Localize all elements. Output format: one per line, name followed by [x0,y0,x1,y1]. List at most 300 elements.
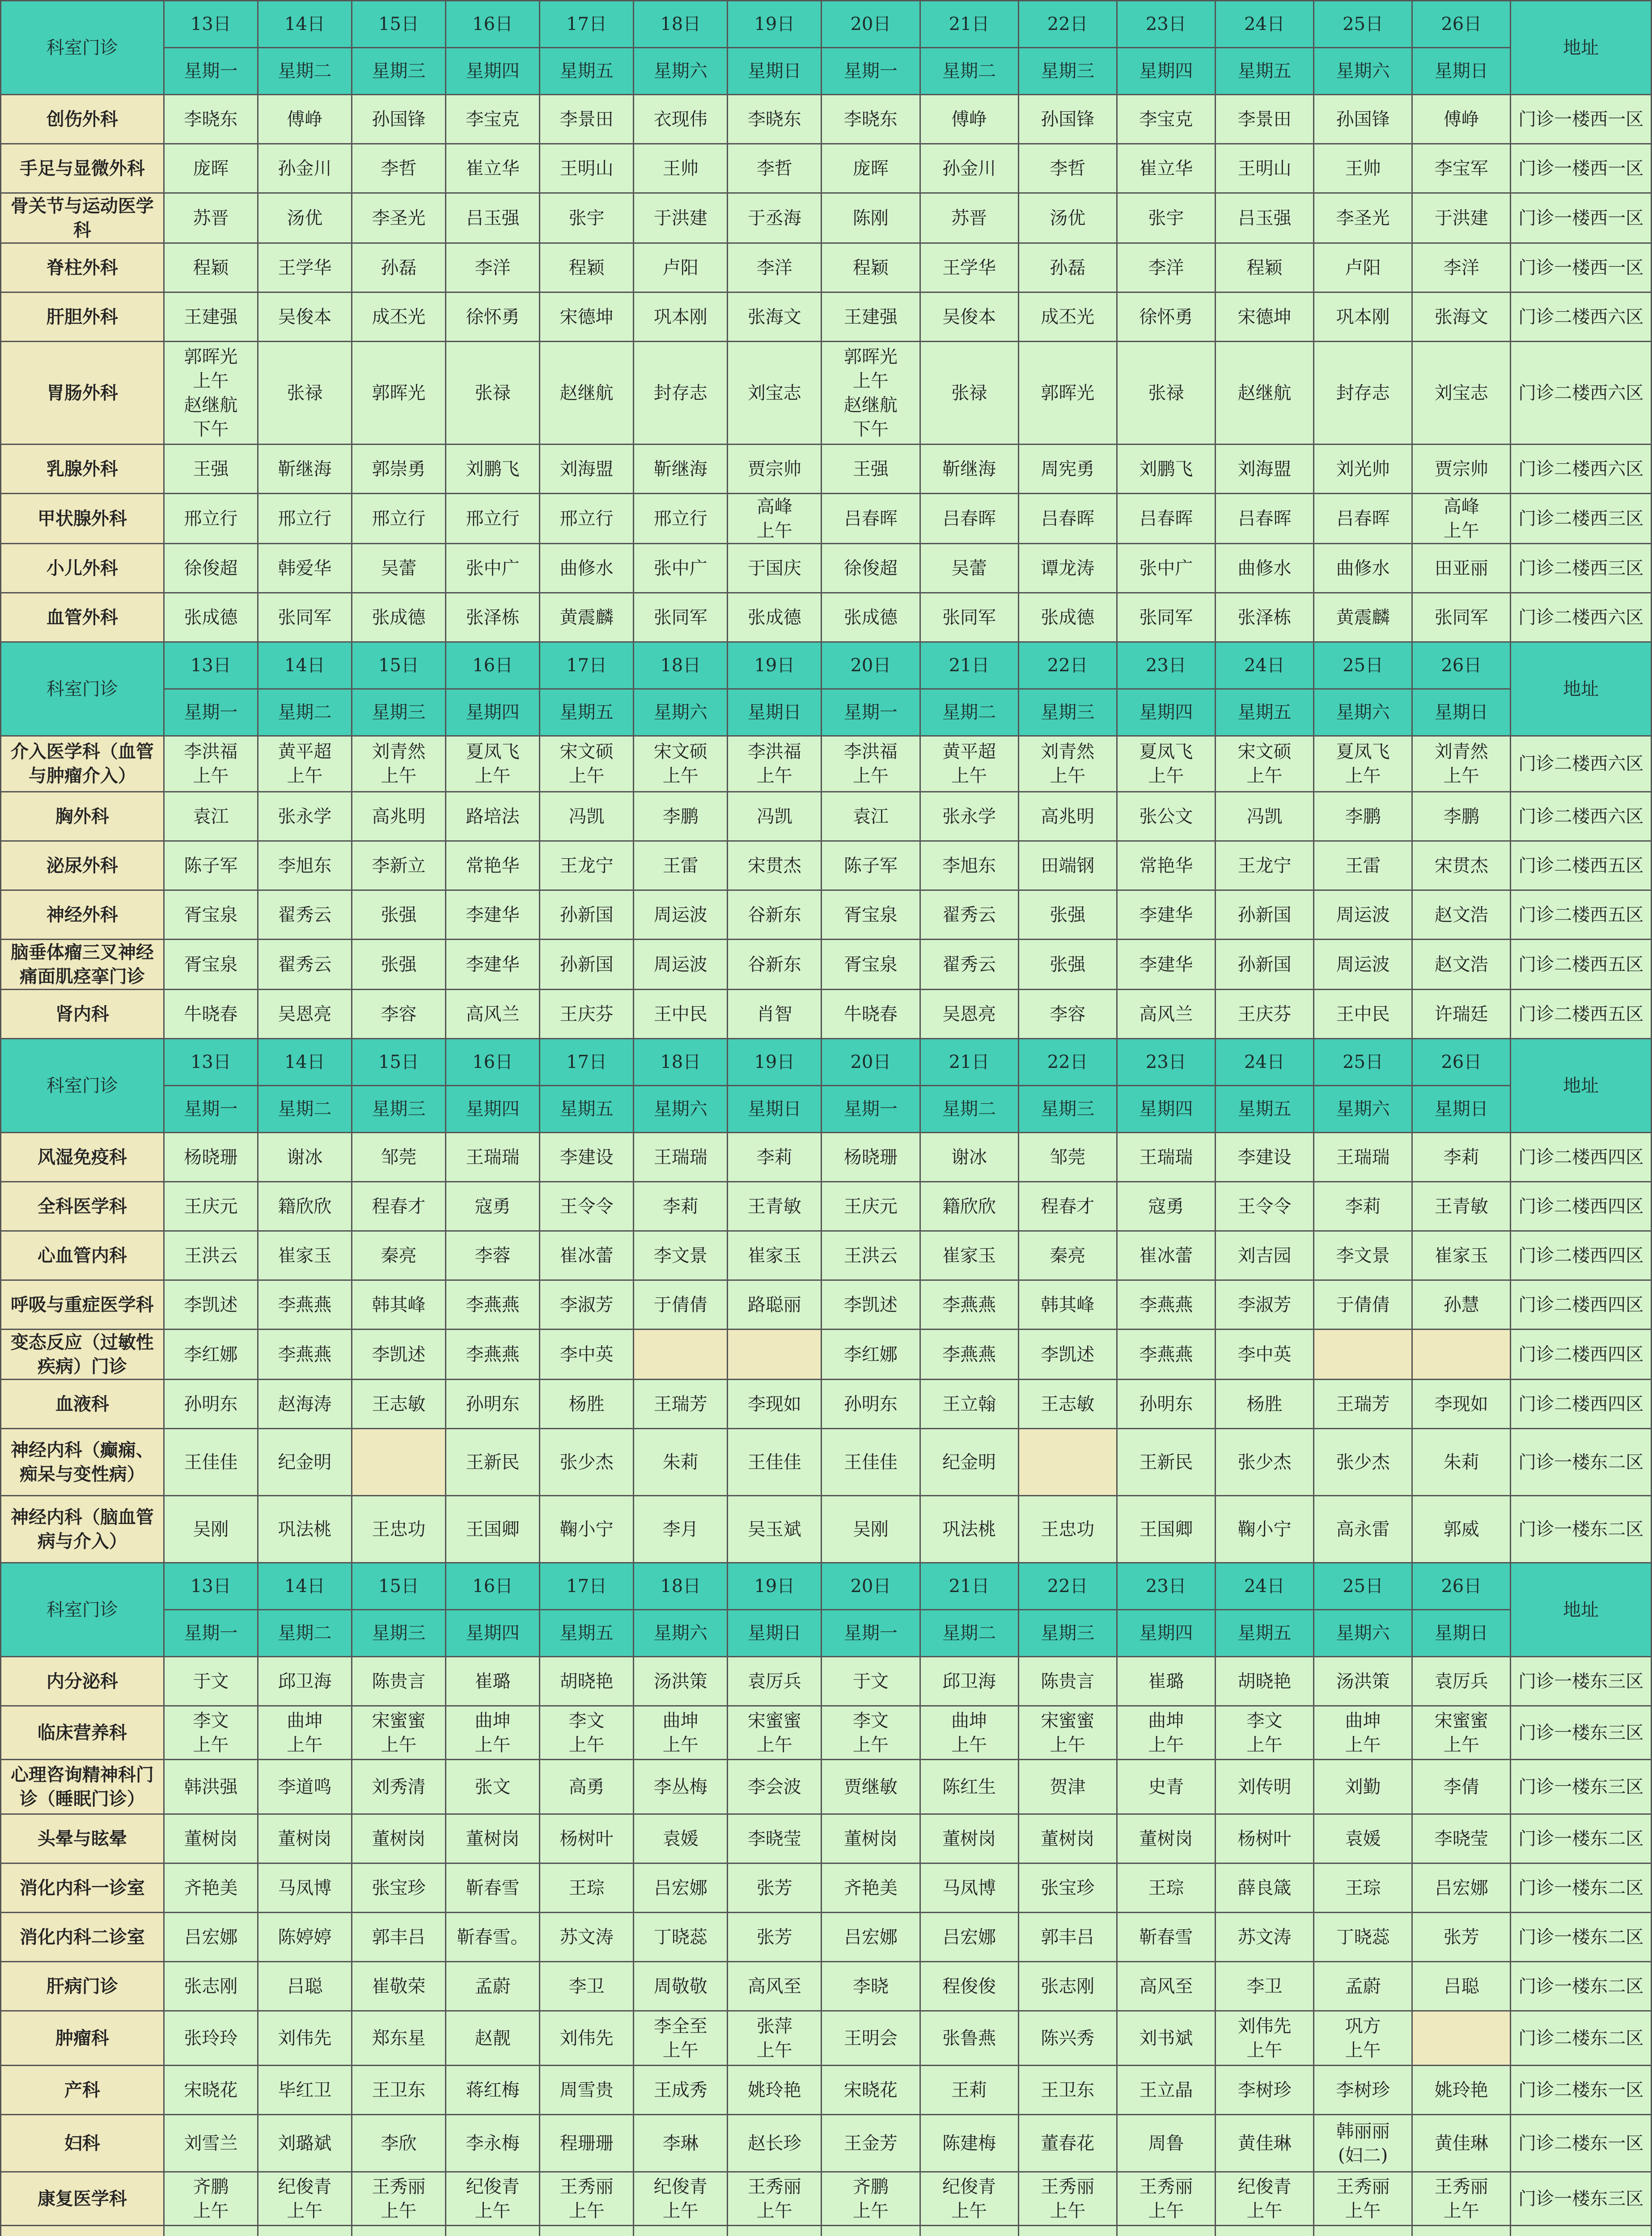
doctor-cell: 纪俊青 上午 [634,2172,728,2226]
doctor-cell: 李容 [1018,990,1117,1039]
doctor-cell: 吕玉强 [1215,193,1313,243]
doctor-cell: 刘秀清 [352,1760,445,1814]
doctor-cell: 王秀丽 上午 [1018,2172,1117,2226]
doctor-cell [920,2226,1018,2236]
doctor-cell: 郭丰吕 [352,1913,445,1962]
address-cell: 门诊二楼西五区 [1511,841,1652,890]
dept-header: 科室门诊 [1,1039,164,1133]
doctor-cell: 卢阳 [1314,243,1412,292]
doctor-cell: 曲坤 上午 [1314,1706,1412,1760]
address-cell: 门诊二楼西五区 [1511,890,1652,940]
doctor-cell: 苏文涛 [540,1913,634,1962]
doctor-cell: 赵文浩 [1412,890,1511,940]
date-header: 20日 [822,1039,920,1086]
doctor-cell: 赵继航 [1215,342,1313,445]
department-name: 脊柱外科 [1,243,164,292]
date-header: 16日 [446,1039,540,1086]
weekday-header: 星期四 [446,1610,540,1657]
doctor-cell: 纪俊青 上午 [920,2172,1018,2226]
address-header: 地址 [1511,1039,1652,1133]
department-name: 康复医学科 [1,2172,164,2226]
doctor-cell: 王秀丽 上午 [1117,2172,1215,2226]
doctor-cell: 张成德 [728,593,822,642]
doctor-cell: 王琮 [1314,1863,1412,1913]
date-header: 24日 [1215,1,1313,48]
doctor-cell: 高峰 上午 [728,494,822,544]
doctor-cell: 王成秀 [634,2066,728,2115]
doctor-cell: 张同军 [634,593,728,642]
doctor-cell: 王志敏 [352,1380,445,1429]
doctor-cell: 苏文涛 [1215,1913,1313,1962]
date-header: 15日 [352,1,445,48]
doctor-cell: 李景田 [540,95,634,144]
doctor-cell: 周敬敬 [634,1962,728,2011]
table-row [1,1913,1652,1962]
doctor-cell: 庞晖 [164,144,258,193]
doctor-cell: 李宝军 [1412,144,1511,193]
address-cell: 门诊二楼西六区 [1511,593,1652,642]
weekday-header: 星期日 [1412,1610,1511,1657]
doctor-cell: 崔家玉 [728,1231,822,1280]
doctor-cell: 刘青然 上午 [1018,736,1117,792]
date-header: 26日 [1412,1039,1511,1086]
doctor-cell: 宋德坤 [1215,292,1313,342]
doctor-cell: 傅峥 [920,95,1018,144]
doctor-cell: 李燕燕 [920,1280,1018,1330]
doctor-cell: 谢冰 [920,1133,1018,1182]
doctor-cell: 衣现伟 [634,95,728,144]
doctor-cell: 王学华 [258,243,352,292]
doctor-cell: 宋晓花 [164,2066,258,2115]
doctor-cell: 马凤博 [258,1863,352,1913]
doctor-cell: 朱莉 [1412,1429,1511,1496]
doctor-cell: 曲坤 上午 [446,1706,540,1760]
doctor-cell: 李燕燕 [1117,1330,1215,1380]
doctor-cell: 谢冰 [258,1133,352,1182]
doctor-cell: 宋晓花 [822,2066,920,2115]
department-name: 临床营养科 [1,1706,164,1760]
doctor-cell: 赵海涛 [258,1380,352,1429]
address-cell: 门诊二楼西四区 [1511,1330,1652,1380]
weekday-header: 星期一 [164,1086,258,1133]
weekday-header: 星期二 [258,689,352,736]
doctor-cell [352,1429,445,1496]
doctor-cell: 高风兰 [1117,990,1215,1039]
doctor-cell: 成丕光 [1018,292,1117,342]
department-name: 血管外科 [1,593,164,642]
doctor-cell: 郭威 [1412,1496,1511,1563]
doctor-cell: 李文 上午 [822,1706,920,1760]
doctor-cell: 高风至 [1117,1962,1215,2011]
doctor-cell: 吴刚 [164,1496,258,1563]
doctor-cell: 吕宏娜 [634,1863,728,1913]
doctor-cell: 纪俊青 上午 [446,2172,540,2226]
doctor-cell: 杨树叶 [1215,1814,1313,1863]
department-name: 血液科 [1,1380,164,1429]
date-header: 17日 [540,1039,634,1086]
doctor-cell: 韩丽丽 (妇二) [1314,2115,1412,2172]
doctor-cell: 袁厉兵 [1412,1657,1511,1706]
doctor-cell: 黄佳琳 [1215,2115,1313,2172]
doctor-cell: 李文景 [634,1231,728,1280]
doctor-cell: 田亚丽 [1412,544,1511,593]
doctor-cell: 张芳 [728,1913,822,1962]
doctor-cell: 李洋 [446,243,540,292]
doctor-cell: 吕聪 [258,1962,352,2011]
doctor-cell: 成丕光 [352,292,445,342]
doctor-cell: 郭晖光 [352,342,445,445]
doctor-cell: 王强 [164,445,258,494]
weekday-header: 星期四 [446,689,540,736]
doctor-cell: 刘青然 上午 [352,736,445,792]
address-cell: 门诊一楼东二区 [1511,1913,1652,1962]
doctor-cell: 董树岗 [258,1814,352,1863]
doctor-cell: 王秀丽 上午 [1314,2172,1412,2226]
table-row [1,2066,1652,2115]
doctor-cell: 王强 [822,445,920,494]
department-name: 胃肠外科 [1,342,164,445]
doctor-cell: 王琮 [1117,1863,1215,1913]
weekday-header: 星期三 [1018,689,1117,736]
doctor-cell: 崔立华 [446,144,540,193]
doctor-cell: 汤洪策 [634,1657,728,1706]
doctor-cell: 王龙宁 [1215,841,1313,890]
weekday-header: 星期四 [446,1086,540,1133]
table-row [1,342,1652,445]
doctor-cell: 张少杰 [540,1429,634,1496]
doctor-cell: 吕春晖 [1215,494,1313,544]
doctor-cell: 张公文 [1117,792,1215,841]
address-cell: 门诊二楼西六区 [1511,792,1652,841]
table-row [1,1182,1652,1231]
doctor-cell: 王庆芬 [1215,990,1313,1039]
doctor-cell: 毕红卫 [258,2066,352,2115]
doctor-cell: 宋德坤 [540,292,634,342]
date-header: 16日 [446,1563,540,1610]
doctor-cell: 宋蜜蜜 上午 [728,1706,822,1760]
doctor-cell: 董树岗 [920,1814,1018,1863]
doctor-cell: 刘宝志 [1412,342,1511,445]
address-cell: 门诊二楼西四区 [1511,1182,1652,1231]
date-header: 21日 [920,1563,1018,1610]
doctor-cell: 韩其峰 [352,1280,445,1330]
doctor-cell: 孙金川 [920,144,1018,193]
doctor-cell: 张中广 [1117,544,1215,593]
doctor-cell: 韩爱华 [258,544,352,593]
doctor-cell: 王帅 [634,144,728,193]
doctor-cell: 常艳华 [1117,841,1215,890]
doctor-cell: 李中英 [540,1330,634,1380]
doctor-cell: 李树珍 [1215,2066,1313,2115]
weekday-header: 星期三 [1018,1610,1117,1657]
doctor-cell: 肖智 [728,990,822,1039]
doctor-cell: 贺津 [1018,1760,1117,1814]
table-row [1,95,1652,144]
doctor-cell: 陈兴秀 [1018,2011,1117,2066]
doctor-cell: 刘璐斌 [258,2115,352,2172]
weekday-header: 星期六 [1314,689,1412,736]
address-header: 地址 [1511,1563,1652,1657]
doctor-cell: 吕聪 [1412,1962,1511,2011]
address-cell: 门诊一楼东二区 [1511,1962,1652,2011]
doctor-cell: 郭晖光 上午 赵继航 下午 [164,342,258,445]
doctor-cell: 王雷 [634,841,728,890]
doctor-cell: 宋贯杰 [1412,841,1511,890]
doctor-cell: 丁晓蕊 [634,1913,728,1962]
table-row [1,1760,1652,1814]
address-cell: 门诊二楼西六区 [1511,292,1652,342]
doctor-cell: 吕玉强 [446,193,540,243]
doctor-cell: 王帅 [1314,144,1412,193]
doctor-cell: 李宝克 [1117,95,1215,144]
doctor-cell: 吴恩亮 [258,990,352,1039]
doctor-cell: 汤优 [258,193,352,243]
doctor-cell: 张中广 [634,544,728,593]
doctor-cell: 秦亮 [352,1231,445,1280]
doctor-cell: 吴俊本 [258,292,352,342]
doctor-cell: 李燕燕 [1117,1280,1215,1330]
doctor-cell: 邹莞 [1018,1133,1117,1182]
doctor-cell [1314,2226,1412,2236]
doctor-cell: 吕宏娜 [164,1913,258,1962]
date-header: 14日 [258,1563,352,1610]
table-row [1,736,1652,792]
doctor-cell: 陈贵言 [352,1657,445,1706]
doctor-cell: 夏凤飞 上午 [1314,736,1412,792]
weekday-header: 星期日 [728,689,822,736]
doctor-cell: 杨树叶 [540,1814,634,1863]
doctor-cell: 李凯述 [822,1280,920,1330]
doctor-cell: 李鹏 [1314,792,1412,841]
weekday-header: 星期二 [920,1610,1018,1657]
weekday-header: 星期三 [352,48,445,95]
doctor-cell: 李燕燕 [920,1330,1018,1380]
header-row-dates [1,1039,1652,1086]
doctor-cell: 崔家玉 [920,1231,1018,1280]
doctor-cell [634,2226,728,2236]
date-header: 18日 [634,1039,728,1086]
address-cell: 门诊一楼西一区 [1511,193,1652,243]
doctor-cell: 王立翰 [920,1380,1018,1429]
doctor-cell: 吕宏娜 [920,1913,1018,1962]
doctor-cell: 李洪福 上午 [164,736,258,792]
doctor-cell: 刘伟先 [258,2011,352,2066]
doctor-cell: 蒋红梅 [446,2066,540,2115]
doctor-cell: 李容 [352,990,445,1039]
doctor-cell: 董树岗 [446,1814,540,1863]
doctor-cell: 田端钢 [1018,841,1117,890]
doctor-cell: 李红娜 [822,1330,920,1380]
doctor-cell: 谷新东 [728,890,822,940]
doctor-cell: 于倩倩 [1314,1280,1412,1330]
doctor-cell: 张萍 上午 [728,2011,822,2066]
doctor-cell: 靳春雪 [446,1863,540,1913]
doctor-cell: 史青 [1117,1760,1215,1814]
doctor-cell: 马凤博 [920,1863,1018,1913]
doctor-cell: 于倩倩 [634,1280,728,1330]
doctor-cell: 徐俊超 [164,544,258,593]
date-header: 26日 [1412,642,1511,689]
doctor-cell: 孙新国 [1215,940,1313,990]
doctor-cell: 王忠功 [352,1496,445,1563]
doctor-cell: 于国庆 [728,544,822,593]
doctor-cell: 赵继航 [540,342,634,445]
doctor-cell: 张志刚 [164,1962,258,2011]
doctor-cell [1215,2226,1313,2236]
doctor-cell: 刘鹏飞 [446,445,540,494]
doctor-cell: 李建设 [540,1133,634,1182]
department-name: 内分泌科 [1,1657,164,1706]
doctor-cell: 王洪云 [822,1231,920,1280]
doctor-cell: 王瑞瑞 [446,1133,540,1182]
doctor-cell: 周运波 [634,890,728,940]
doctor-cell: 崔冰蕾 [1117,1231,1215,1280]
doctor-cell: 巩方 上午 [1314,2011,1412,2066]
doctor-cell: 杨胜 [1215,1380,1313,1429]
department-name: 手足与显微外科 [1,144,164,193]
doctor-cell: 秦亮 [1018,1231,1117,1280]
doctor-cell: 李洋 [1412,243,1511,292]
doctor-cell: 李建设 [1215,1133,1313,1182]
table-row [1,1814,1652,1863]
doctor-cell: 吕春晖 [920,494,1018,544]
doctor-cell: 王瑞瑞 [1117,1133,1215,1182]
doctor-cell: 董树岗 [352,1814,445,1863]
doctor-cell: 胥宝泉 [164,890,258,940]
doctor-cell: 崔璐 [446,1657,540,1706]
doctor-cell: 路培法 [446,792,540,841]
doctor-cell: 韩其峰 [1018,1280,1117,1330]
table-row [1,792,1652,841]
department-name: 创伤外科 [1,95,164,144]
doctor-cell: 李燕燕 [258,1280,352,1330]
doctor-cell: 翟秀云 [258,940,352,990]
doctor-cell: 孙明东 [164,1380,258,1429]
doctor-cell: 张永学 [258,792,352,841]
doctor-cell: 王令令 [540,1182,634,1231]
doctor-cell [1412,2011,1511,2066]
doctor-cell: 郭崇勇 [352,445,445,494]
doctor-cell: 曲坤 上午 [920,1706,1018,1760]
date-header: 18日 [634,1,728,48]
doctor-cell: 李晓 [822,1962,920,2011]
doctor-cell: 曲坤 上午 [634,1706,728,1760]
doctor-cell: 王洪云 [164,1231,258,1280]
doctor-cell: 籍欣欣 [258,1182,352,1231]
doctor-cell: 张海文 [728,292,822,342]
doctor-cell: 张芳 [728,1863,822,1913]
date-header: 25日 [1314,1039,1412,1086]
doctor-cell: 杨晓珊 [822,1133,920,1182]
address-cell: 门诊二楼东一区 [1511,2115,1652,2172]
date-header: 18日 [634,1563,728,1610]
doctor-cell: 李燕燕 [258,1330,352,1380]
doctor-cell: 孙国锋 [1314,95,1412,144]
doctor-cell: 李现如 [1412,1380,1511,1429]
doctor-cell: 李洋 [1117,243,1215,292]
weekday-header: 星期六 [1314,48,1412,95]
doctor-cell: 邹莞 [352,1133,445,1182]
doctor-cell: 张同军 [920,593,1018,642]
doctor-cell: 王新民 [1117,1429,1215,1496]
table-row [1,990,1652,1039]
doctor-cell: 李凯述 [164,1280,258,1330]
doctor-cell: 周运波 [634,940,728,990]
doctor-cell: 李莉 [1314,1182,1412,1231]
doctor-cell: 孙磊 [1018,243,1117,292]
date-header: 13日 [164,642,258,689]
doctor-cell: 程珊珊 [540,2115,634,2172]
doctor-cell: 刘雪兰 [164,2115,258,2172]
table-row [1,1133,1652,1182]
address-cell: 门诊一楼东二区 [1511,1814,1652,1863]
weekday-header: 星期六 [1314,1086,1412,1133]
doctor-cell: 吴恩亮 [920,990,1018,1039]
date-header: 22日 [1018,1563,1117,1610]
weekday-header: 星期一 [822,689,920,736]
weekday-header: 星期日 [728,1086,822,1133]
date-header: 23日 [1117,642,1215,689]
address-cell: 门诊一楼西一区 [1511,243,1652,292]
doctor-cell: 李文 上午 [540,1706,634,1760]
doctor-cell: 王卫东 [1018,2066,1117,2115]
doctor-cell: 周雪贵 [540,2066,634,2115]
department-name: 肾内科 [1,990,164,1039]
doctor-cell: 宋蜜蜜 上午 [1018,1706,1117,1760]
doctor-cell: 刘光帅 [1314,445,1412,494]
header-row-dates [1,642,1652,689]
doctor-cell: 王青敏 [728,1182,822,1231]
date-header: 24日 [1215,1039,1313,1086]
doctor-cell: 李凯述 [352,1330,445,1380]
doctor-cell: 杨胜 [540,1380,634,1429]
doctor-cell: 宋文硕 上午 [1215,736,1313,792]
doctor-cell: 张志刚 [1018,1962,1117,2011]
weekday-header: 星期四 [1117,1086,1215,1133]
department-name: 泌尿外科 [1,841,164,890]
doctor-cell: 靳春雪 [1117,1913,1215,1962]
doctor-cell: 王国卿 [446,1496,540,1563]
doctor-cell: 于洪建 [1412,193,1511,243]
doctor-cell: 陈子军 [164,841,258,890]
doctor-cell: 王佳佳 [822,1429,920,1496]
doctor-cell: 王卫东 [352,2066,445,2115]
table-row [1,2172,1652,2226]
doctor-cell: 孙磊 [352,243,445,292]
weekday-header: 星期四 [1117,1610,1215,1657]
table-row [1,940,1652,990]
doctor-cell: 高兆明 [1018,792,1117,841]
doctor-cell: 高永雷 [1314,1496,1412,1563]
doctor-cell: 巩法桃 [920,1496,1018,1563]
table-row [1,1330,1652,1380]
weekday-header: 星期六 [634,48,728,95]
doctor-cell: 李晓莹 [728,1814,822,1863]
doctor-cell: 孙金川 [258,144,352,193]
address-cell: 门诊二楼西三区 [1511,494,1652,544]
table-row [1,2115,1652,2172]
table-row [1,1962,1652,2011]
doctor-cell: 李圣光 [352,193,445,243]
department-name: 甲状腺外科 [1,494,164,544]
department-name: 神经外科 [1,890,164,940]
doctor-cell: 李卫 [540,1962,634,2011]
doctor-cell: 陈婷婷 [258,1913,352,1962]
doctor-cell: 张宇 [1117,193,1215,243]
doctor-cell: 孟蔚 [1314,1962,1412,2011]
doctor-cell: 王令令 [1215,1182,1313,1231]
doctor-cell: 于文 [164,1657,258,1706]
